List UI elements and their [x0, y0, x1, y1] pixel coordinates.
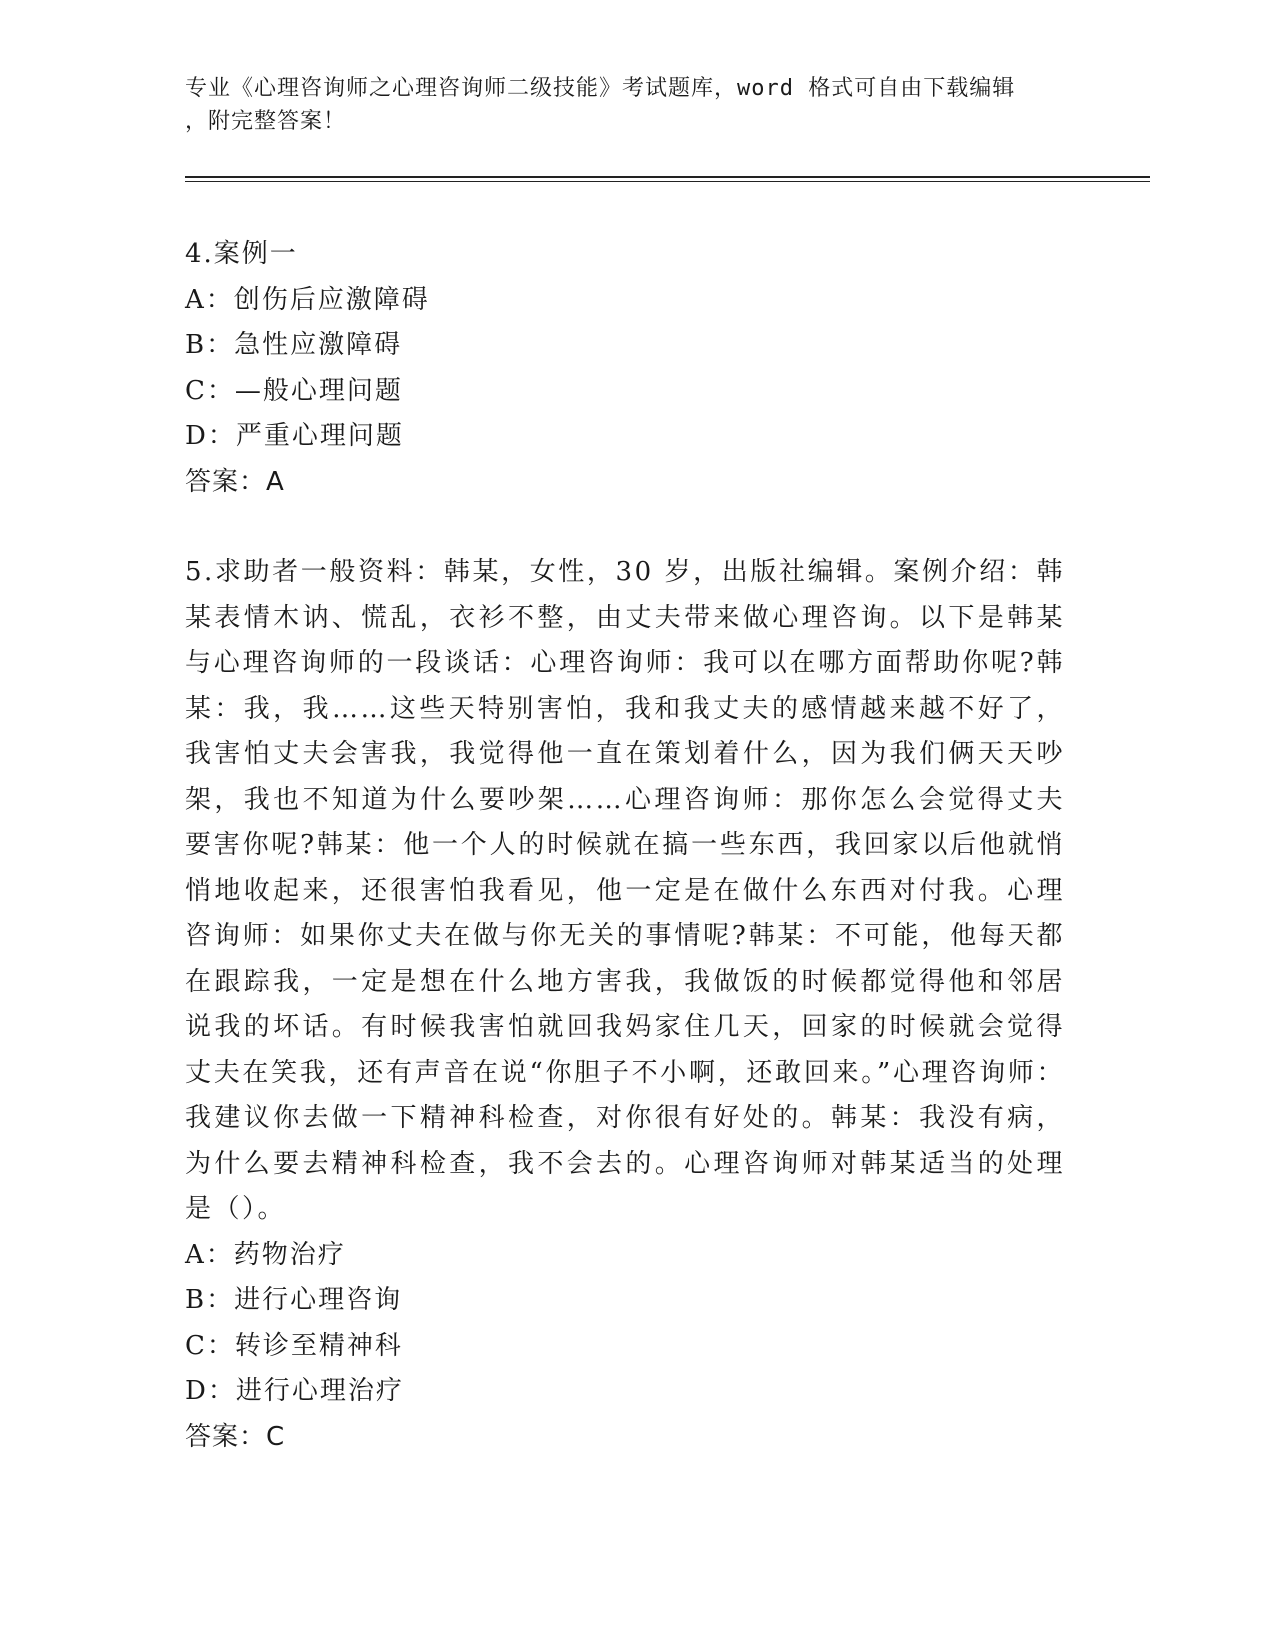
question-stem: 4.案例一 [185, 239, 298, 269]
option-b: B：进行心理咨询 [185, 1285, 403, 1315]
option-a: A：创伤后应激障碍 [185, 284, 430, 315]
question-stem: 5.求助者一般资料：韩某，女性，30 岁，出版社编辑。案例介绍：韩某表情木讷、慌乱，衣衫不整，由丈夫带来做心理咨询。以下是韩某与心理咨询师的一段谈话：心理咨询师：我可以在哪方面帮助你呢?韩某：我，我……这些天特别害怕，我和我丈夫的感情越来越不好了，我害怕丈夫会害我，我觉得他一直在策划着什么，因为我们俩天天吵架，我也不知道为什么要吵架……心理咨询师：那你怎么会觉得丈夫要害你呢?韩某：他一个人的时候就在搞一些东西，我回家以后他就悄悄地收起来，还很害怕我看见，他一定是在做什么东西对付我。心理咨询师：如果你丈夫在做与你无关的事情呢?韩某：不可能，他每天都在跟踪我，一定是想在什么地方害我，我做饭的时候都觉得他和邻居说我的坏话。有时候我害怕就回我妈家住几天，回家的时候就会觉得丈夫在笑我，还有声音在说“你胆子不小啊，还敢回来。”心理咨询师：我建议你去做一下精神科检查，对你很有好处的。韩某：我没有病，为什么要去精神科检查，我不会去的。心理咨询师对韩某适当的处理是（）。 [185, 557, 1065, 1224]
option-c: C：转诊至精神科 [185, 1330, 403, 1361]
header-line-1: 专业《心理咨询师之心理咨询师二级技能》考试题库，word 格式可自由下载编辑 [185, 76, 1016, 101]
question-5 [185, 550, 1065, 1460]
question-list [185, 232, 1065, 1460]
question-spacer [185, 505, 1065, 550]
answer-line: 答案：C [185, 1421, 286, 1452]
answer-line: 答案：A [185, 466, 285, 497]
option-d: D：严重心理问题 [185, 421, 404, 451]
header-divider-thin [185, 181, 1150, 182]
header-divider-thick [185, 176, 1150, 178]
header-line-2: ，附完整答案！ [185, 109, 347, 134]
document-header [185, 72, 1065, 138]
question-4 [185, 232, 1065, 505]
option-b: B：急性应激障碍 [185, 330, 403, 360]
option-d: D：进行心理治疗 [185, 1376, 404, 1406]
option-c: C：—般心理问题 [185, 375, 403, 406]
option-a: A：药物治疗 [185, 1239, 346, 1270]
